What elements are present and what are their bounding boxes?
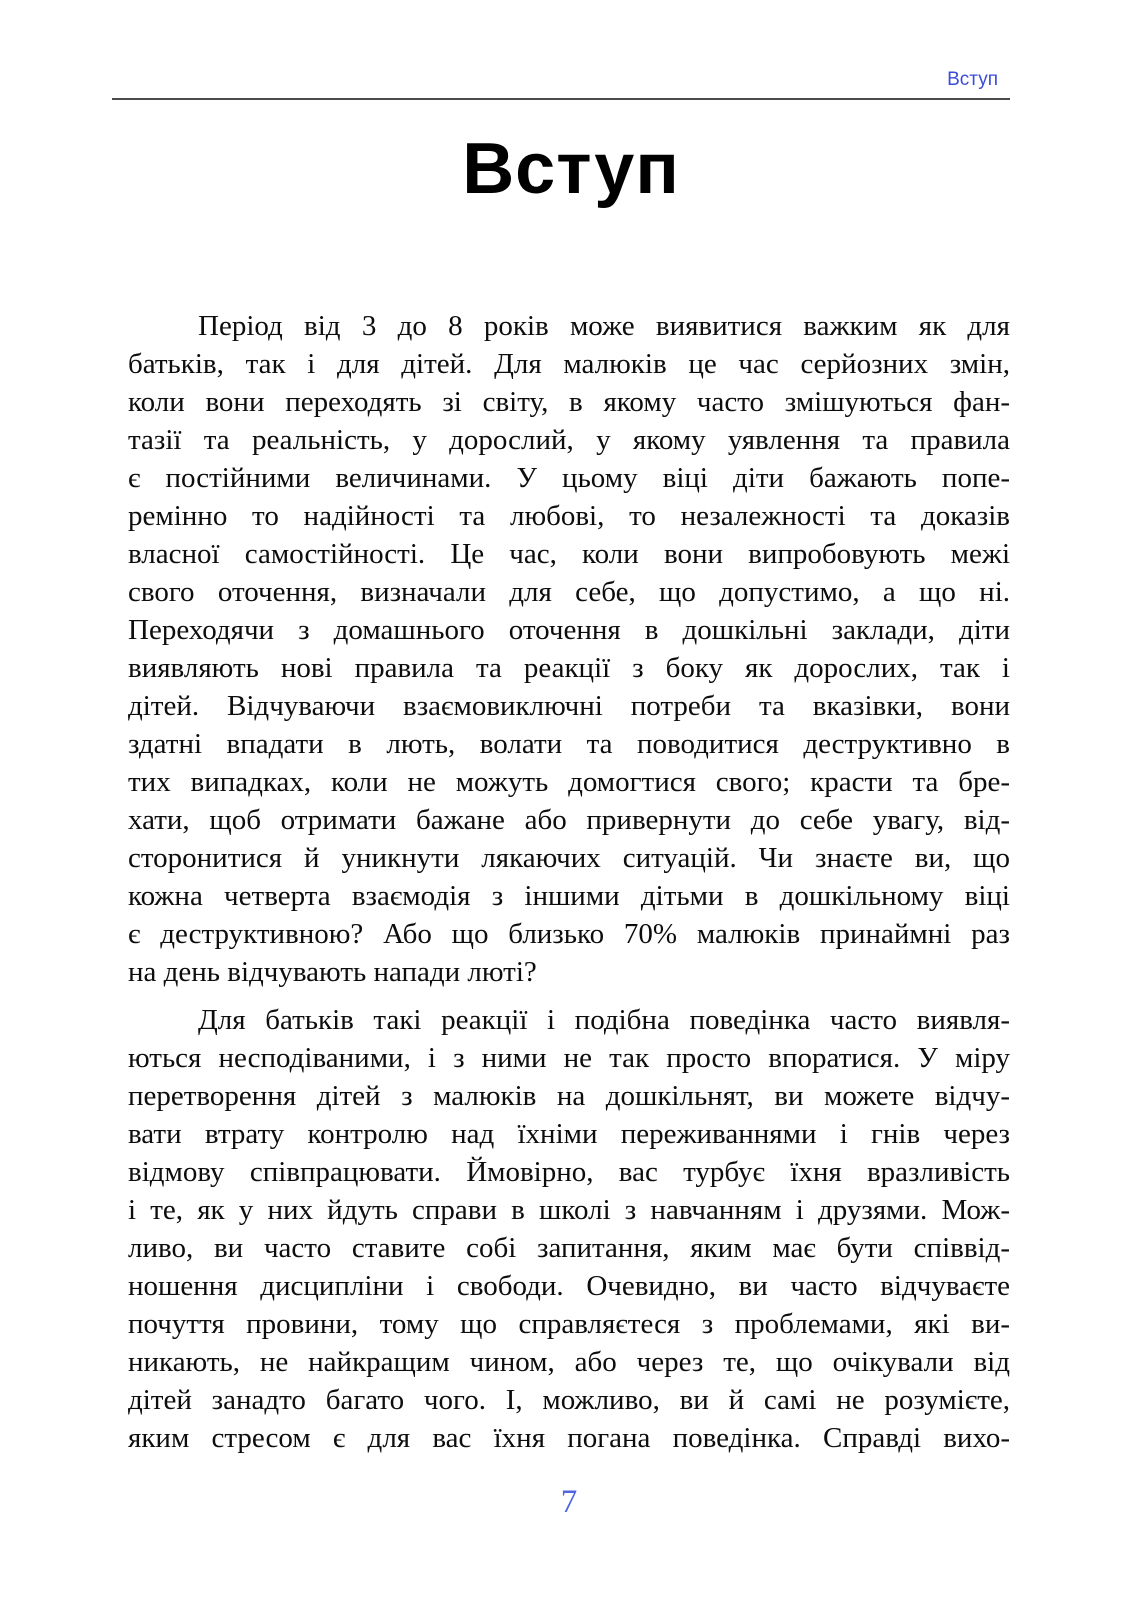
text-line: перетворення дітей з малюків на дошкільнят, ви можете відчу-	[128, 1080, 1010, 1112]
text-line: Переходячи з домашнього оточення в дошкільні заклади, діти	[128, 614, 1010, 646]
body-text	[128, 307, 1010, 1457]
paragraph	[128, 1001, 1010, 1457]
text-line: Для батьків такі реакції і подібна поведінка часто виявля-	[198, 1004, 1010, 1036]
text-line: дітей занадто багато чого. І, можливо, ви й самі не розумієте,	[128, 1384, 1010, 1416]
text-line: почуття провини, тому що справляєтеся з проблемами, які ви-	[128, 1308, 1010, 1340]
running-title: Вступ	[947, 69, 998, 90]
text-line: коли вони переходять зі світу, в якому часто змішуються фан-	[128, 386, 1010, 418]
text-line: никають, не найкращим чином, або через те, що очікували від	[128, 1346, 1010, 1378]
text-line: сторонитися й уникнути лякаючих ситуацій. Чи знаєте ви, що	[128, 842, 1010, 874]
text-line: вати втрату контролю над їхніми переживаннями і гнів через	[128, 1118, 1010, 1150]
text-line: є постійними величинами. У цьому віці діти бажають попе-	[128, 462, 1010, 494]
text-line: яким стресом є для вас їхня погана поведінка. Справді вихо-	[128, 1422, 1010, 1454]
text-line: виявляють нові правила та реакції з боку як дорослих, так і	[128, 652, 1010, 684]
text-line: тих випадках, коли не можуть домогтися свого; красти та бре-	[128, 766, 1010, 798]
paragraph	[128, 307, 1010, 991]
text-line: власної самостійності. Це час, коли вони випробовують межі	[128, 538, 1010, 570]
text-line: ремінно то надійності та любові, то незалежності та доказів	[128, 500, 1010, 532]
text-line: хати, щоб отримати бажане або привернути до себе увагу, від-	[128, 804, 1010, 836]
text-line: ються несподіваними, і з ними не так просто впоратися. У міру	[128, 1042, 1010, 1074]
page-footer	[128, 1484, 1010, 1521]
text-line: на день відчувають напади люті?	[128, 956, 537, 988]
text-line: кожна четверта взаємодія з іншими дітьми в дошкільному віці	[128, 880, 1010, 912]
text-line: тазії та реальність, у дорослий, у якому уявлення та правила	[128, 424, 1010, 456]
page-header	[112, 0, 1010, 100]
text-line: свого оточення, визначали для себе, що допустимо, а що ні.	[128, 576, 1010, 608]
header-rule	[112, 98, 1010, 100]
text-line: відмову співпрацювати. Ймовірно, вас турбує їхня вразливість	[128, 1156, 1010, 1188]
chapter-title: Вступ	[462, 129, 680, 209]
page-number: 7	[560, 1484, 578, 1520]
text-line: ношення дисципліни і свободи. Очевидно, ви часто відчуваєте	[128, 1270, 1010, 1302]
text-line: здатні впадати в лють, волати та поводитися деструктивно в	[128, 728, 1010, 760]
text-line: є деструктивною? Або що близько 70% малюків принаймні раз	[128, 918, 1010, 950]
text-line: дітей. Відчуваючи взаємовиключні потреби та вказівки, вони	[128, 690, 1010, 722]
text-line: Період від 3 до 8 років може виявитися важким як для	[198, 310, 1010, 342]
text-line: ливо, ви часто ставите собі запитання, яким має бути співвід-	[128, 1232, 1010, 1264]
text-line: і те, як у них йдуть справи в школі з навчанням і друзями. Мож-	[128, 1194, 1010, 1226]
text-line: батьків, так і для дітей. Для малюків це час серйозних змін,	[128, 348, 1010, 380]
